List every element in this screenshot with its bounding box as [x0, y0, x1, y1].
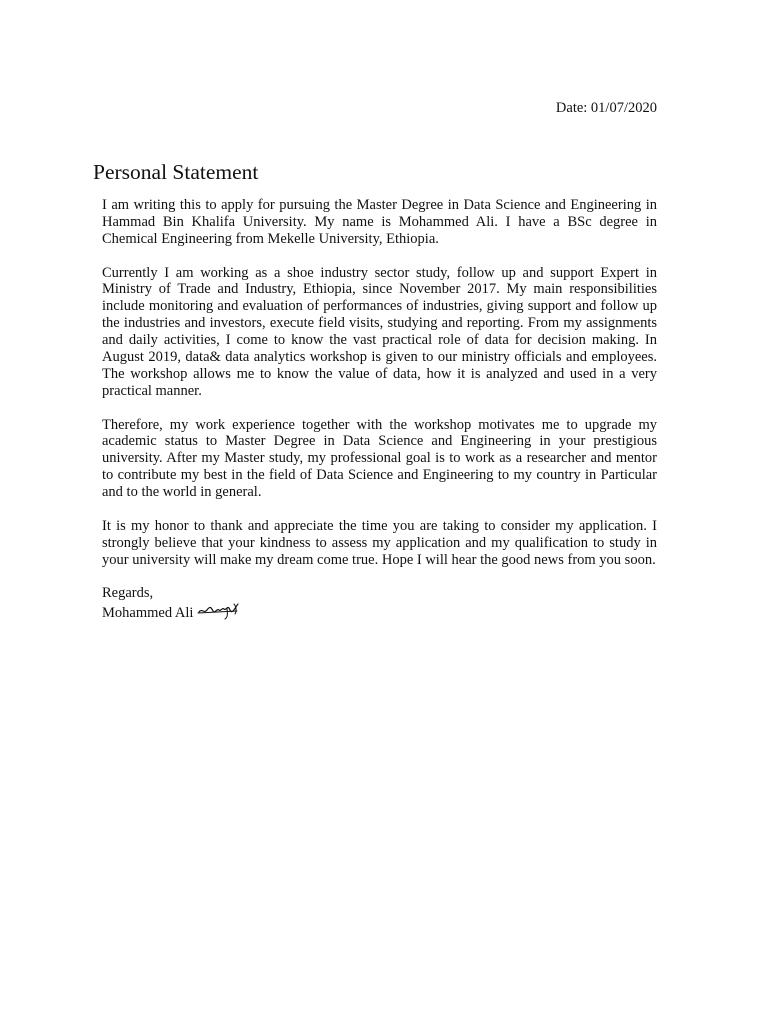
paragraph-thanks: It is my honor to thank and appreciate the time you are taking to consider my application. I strongly believe that your kindness to assess my application and my qualification to study in your university will make my dream come true. Hope I will hear the good news from you soon.	[102, 517, 657, 568]
page-title: Personal Statement	[93, 160, 259, 184]
statement-body	[102, 197, 657, 624]
closing-regards: Regards,	[102, 585, 154, 602]
signature-line	[102, 602, 657, 624]
signer-name: Mohammed Ali	[102, 604, 194, 621]
paragraph-experience: Currently I am working as a shoe industry sector study, follow up and support Expert in Ministry of Trade and Industry, Ethiopia, since November 2017. My main responsibilities include monitoring and evaluation of performances of industries, giving support and follow up the industries and investors, execute field visits, studying and reporting. From my assignments and daily activities, I come to know the vast practical role of data for decision making. In August 2019, data& data analytics workshop is given to our ministry officials and employees. The workshop allows me to know the value of data, how it is analyzed and used in a very practical manner.	[102, 264, 657, 399]
handwritten-signature-icon	[197, 599, 241, 621]
paragraph-goals: Therefore, my work experience together with the workshop motivates me to upgrade my academic status to Master Degree in Data Science and Engineering in your prestigious university. After my Master study, my professional goal is to work as a researcher and mentor to contribute my best in the field of Data Science and Engineering to my country in Particular and to the world in general.	[102, 416, 657, 501]
document-date: Date: 01/07/2020	[555, 100, 657, 116]
paragraph-intro: I am writing this to apply for pursuing the Master Degree in Data Science and Engineering in Hammad Bin Khalifa University. My name is Mohammed Ali. I have a BSc degree in Chemical Engineering from Mekelle University, Ethiopia.	[102, 197, 657, 247]
